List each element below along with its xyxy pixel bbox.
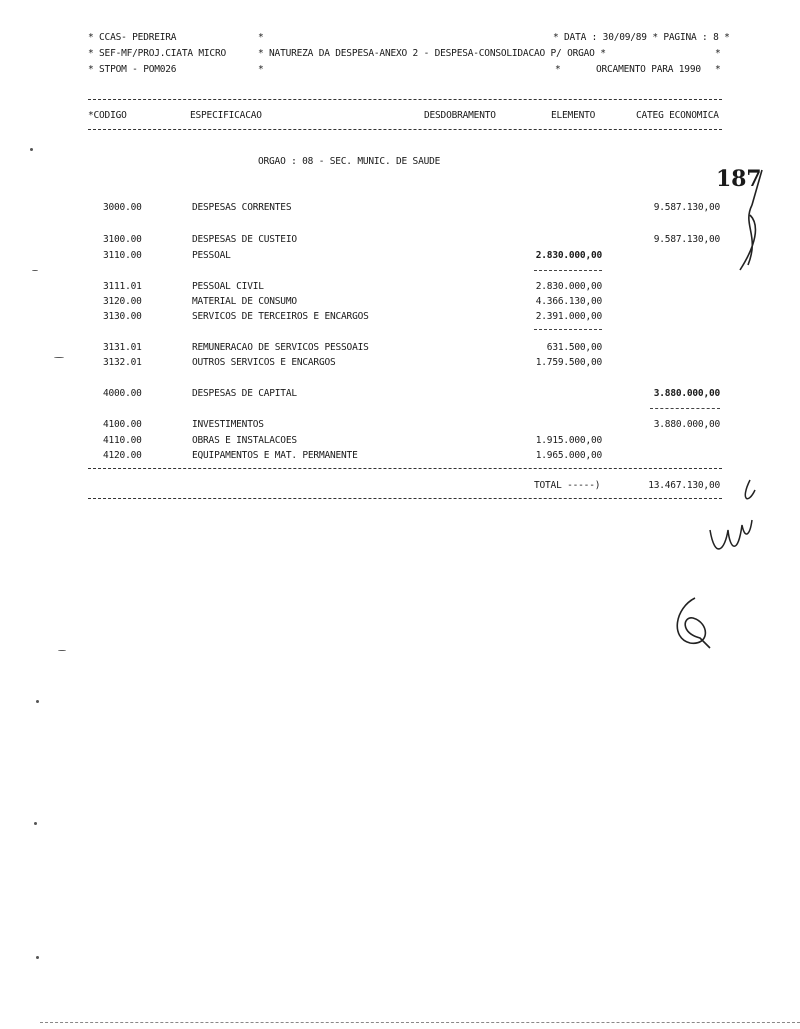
subtotal-rule — [534, 270, 602, 271]
row-description: PESSOAL — [192, 250, 231, 261]
header-bottom-rule — [88, 129, 722, 130]
row-description: INVESTIMENTOS — [192, 419, 264, 430]
row-elemento-value: 2.830.000,00 — [535, 281, 602, 292]
row-code: 3000.00 — [103, 202, 142, 213]
column-header-codigo: *CODIGO — [88, 110, 127, 121]
row-code: 4110.00 — [103, 435, 142, 446]
row-categ-value: 9.587.130,00 — [653, 202, 720, 213]
total-top-rule — [88, 468, 722, 469]
row-description: DESPESAS DE CUSTEIO — [192, 234, 297, 245]
header-separator-star: * — [715, 48, 721, 59]
row-description: REMUNERACAO DE SERVICOS PESSOAIS — [192, 342, 369, 353]
handwritten-signature — [665, 588, 725, 658]
scan-bottom-edge — [40, 1022, 800, 1023]
row-code: 3110.00 — [103, 250, 142, 261]
header-top-rule — [88, 99, 722, 100]
column-header-categ-economica: CATEG ECONOMICA — [636, 110, 719, 121]
row-elemento-value: 1.915.000,00 — [535, 435, 602, 446]
row-description: OUTROS SERVICOS E ENCARGOS — [192, 357, 336, 368]
subtotal-rule — [650, 408, 720, 409]
row-elemento-value: 2.391.000,00 — [535, 311, 602, 322]
header-separator-star: * — [258, 32, 264, 43]
row-elemento-value: 1.759.500,00 — [535, 357, 602, 368]
row-description: PESSOAL CIVIL — [192, 281, 264, 292]
row-code: 3100.00 — [103, 234, 142, 245]
header-separator-star: * — [715, 64, 721, 75]
row-categ-value: 9.587.130,00 — [653, 234, 720, 245]
scan-speck — [34, 822, 37, 825]
header-project-name: * SEF-MF/PROJ.CIATA MICRO — [88, 48, 226, 59]
row-code: 4000.00 — [103, 388, 142, 399]
header-system-name: * CCAS- PEDREIRA — [88, 32, 177, 43]
row-categ-value: 3.880.000,00 — [653, 419, 720, 430]
row-description: MATERIAL DE CONSUMO — [192, 296, 297, 307]
row-description: DESPESAS CORRENTES — [192, 202, 292, 213]
row-categ-value: 3.880.000,00 — [653, 388, 720, 399]
handwritten-initials — [700, 470, 770, 570]
header-program-code: * STPOM - POM026 — [88, 64, 177, 75]
row-code: 3131.01 — [103, 342, 142, 353]
row-code: 3130.00 — [103, 311, 142, 322]
scan-speck — [36, 956, 39, 959]
row-elemento-value: 631.500,00 — [546, 342, 602, 353]
column-header-desdobramento: DESDOBRAMENTO — [424, 110, 496, 121]
row-code: 3132.01 — [103, 357, 142, 368]
row-elemento-value: 1.965.000,00 — [535, 450, 602, 461]
row-code: 4100.00 — [103, 419, 142, 430]
row-code: 3120.00 — [103, 296, 142, 307]
report-date-page: * DATA : 30/09/89 * PAGINA : 8 * — [553, 32, 730, 43]
handwritten-signature-mark — [730, 165, 770, 275]
budget-year: ORCAMENTO PARA 1990 — [596, 64, 701, 75]
row-code: 4120.00 — [103, 450, 142, 461]
scan-speck — [32, 270, 38, 271]
scan-speck — [36, 700, 39, 703]
header-separator-star: * — [258, 64, 264, 75]
row-elemento-value: 4.366.130,00 — [535, 296, 602, 307]
column-header-especificacao: ESPECIFICACAO — [190, 110, 262, 121]
subtotal-rule — [534, 329, 602, 330]
orgao-label: ORGAO : 08 - SEC. MUNIC. DE SAUDE — [258, 156, 441, 167]
header-separator-star: * — [555, 64, 561, 75]
row-elemento-value: 2.830.000,00 — [535, 250, 602, 261]
row-description: SERVICOS DE TERCEIROS E ENCARGOS — [192, 311, 369, 322]
total-bottom-rule — [88, 498, 722, 499]
report-title: * NATUREZA DA DESPESA-ANEXO 2 - DESPESA-CONSOLIDACAO P/ ORGAO * — [258, 48, 606, 59]
total-value: 13.467.130,00 — [648, 480, 720, 491]
row-code: 3111.01 — [103, 281, 142, 292]
scan-speck — [30, 148, 33, 151]
row-description: EQUIPAMENTOS E MAT. PERMANENTE — [192, 450, 358, 461]
scan-speck — [54, 357, 64, 358]
total-label: TOTAL -----) — [534, 480, 601, 491]
column-header-elemento: ELEMENTO — [551, 110, 596, 121]
row-description: OBRAS E INSTALACOES — [192, 435, 297, 446]
row-description: DESPESAS DE CAPITAL — [192, 388, 297, 399]
scan-speck — [58, 650, 66, 651]
page-number-stamp: 187 — [716, 166, 762, 192]
